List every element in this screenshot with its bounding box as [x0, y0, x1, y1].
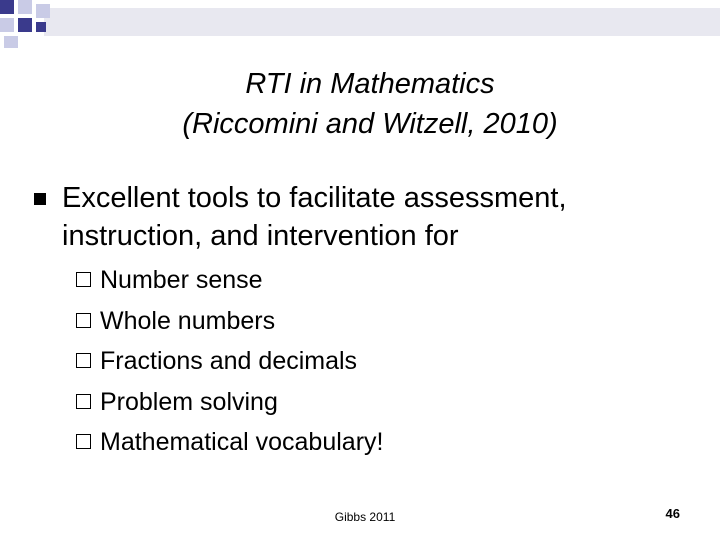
sub-bullet-item — [76, 382, 676, 423]
main-bullet-line-1: Excellent tools to facilitate assessment, — [62, 182, 567, 214]
decor-square — [0, 18, 14, 32]
hollow-square-bullet-icon — [76, 353, 91, 368]
square-bullet-icon — [34, 193, 46, 205]
decor-square — [0, 0, 14, 14]
corner-decoration — [0, 0, 720, 48]
decor-square — [4, 36, 18, 48]
sub-bullet-text: Fractions and decimals — [100, 347, 358, 375]
sub-bullet-item — [76, 341, 676, 382]
main-bullet — [62, 179, 682, 255]
sub-bullet-text: Mathematical vocabulary! — [100, 428, 384, 456]
sub-bullet-text: Number sense — [100, 266, 263, 294]
sub-bullet-item — [76, 422, 676, 463]
hollow-square-bullet-icon — [76, 394, 91, 409]
slide-title — [60, 64, 680, 144]
hollow-square-bullet-icon — [76, 272, 91, 287]
main-bullet-line-2: instruction, and intervention for — [62, 220, 459, 252]
hollow-square-bullet-icon — [76, 434, 91, 449]
slide-footer: Gibbs 2011 — [334, 510, 396, 524]
decor-square — [18, 18, 32, 32]
sub-bullet-text: Problem solving — [100, 387, 278, 416]
sub-bullet-item — [76, 260, 676, 301]
sub-bullet-list — [76, 260, 676, 463]
hollow-square-bullet-icon — [76, 313, 91, 328]
sub-bullet-text: Whole numbers — [100, 306, 276, 335]
slide-page-number: 46 — [665, 506, 680, 521]
sub-bullet-item — [76, 301, 676, 342]
title-line-1: RTI in Mathematics — [245, 68, 495, 100]
decor-square — [36, 22, 46, 32]
decor-square — [18, 0, 32, 14]
decor-square — [36, 4, 50, 18]
title-line-2: (Riccomini and Witzell, 2010) — [182, 108, 558, 140]
header-band — [44, 8, 720, 36]
